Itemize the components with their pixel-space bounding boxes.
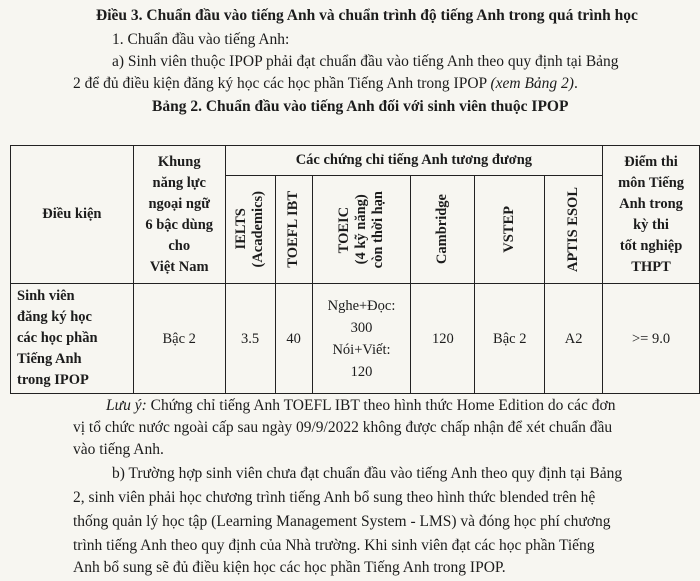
note-line-3: vào tiếng Anh.: [73, 441, 164, 458]
section-1-title: 1. Chuẩn đầu vào tiếng Anh:: [112, 31, 290, 48]
header-toefl: TOEFL IBT: [275, 176, 312, 284]
cell-exam: >= 9.0: [603, 284, 700, 394]
note-label: Lưu ý:: [106, 397, 147, 414]
header-vstep: VSTEP: [475, 176, 545, 284]
cell-cambridge: 120: [411, 284, 475, 394]
note-line-1: Lưu ý: Chứng chỉ tiếng Anh TOEFL IBT theo hình thức Home Edition do các đơn: [106, 397, 616, 414]
cell-vstep: Bậc 2: [475, 284, 545, 394]
para-a-line-2: [73, 74, 578, 94]
para-a-end: .: [573, 75, 578, 92]
para-a-line-1: a) Sinh viên thuộc IPOP phải đạt chuẩn đầu vào tiếng Anh theo quy định tại Bảng: [112, 53, 619, 70]
header-framework: Khung năng lực ngoại ngữ 6 bậc dùng cho Việt Nam: [133, 146, 225, 284]
header-exam-score: Điểm thi môn Tiếng Anh trong kỳ thi tốt nghiệp THPT: [603, 146, 700, 284]
para-a-table-ref: (xem Bảng 2): [490, 75, 574, 92]
cell-ielts: 3.5: [225, 284, 275, 394]
entry-requirements-table: [10, 145, 700, 394]
note-line-2: vị tổ chức nước ngoài cấp sau ngày 09/9/2022 không được chấp nhận để xét chuẩn đầu: [73, 419, 613, 436]
para-b-line-4: trình tiếng Anh theo quy định của Nhà trường. Khi sinh viên đạt các học phần Tiếng: [73, 537, 595, 554]
header-ielts: IELTS (Academics): [225, 176, 275, 284]
para-b-line-5: Anh bổ sung sẽ đủ điều kiện học các học phần Tiếng Anh trong IPOP.: [73, 559, 506, 576]
header-equivalent-certificates: Các chứng chỉ tiếng Anh tương đương: [225, 146, 602, 176]
header-aptis: APTIS ESOL: [545, 176, 603, 284]
para-b-line-3: thống quản lý học tập (Learning Management System - LMS) và đóng học phí chương: [73, 513, 611, 530]
cell-aptis: A2: [545, 284, 603, 394]
header-condition: Điều kiện: [11, 146, 134, 284]
para-a-text: 2 để đủ điều kiện đăng ký học các học phần Tiếng Anh trong IPOP: [73, 75, 487, 92]
para-b-line-2: 2, sinh viên phải học chương trình tiếng Anh bổ sung theo hình thức blended trên hệ: [73, 489, 596, 506]
cell-framework: Bậc 2: [133, 284, 225, 394]
cell-toeic: Nghe+Đọc: 300 Nói+Viết: 120: [312, 284, 411, 394]
article-heading: Điều 3. Chuẩn đầu vào tiếng Anh và chuẩn trình độ tiếng Anh trong quá trình học: [96, 7, 638, 24]
table-row: [11, 284, 700, 394]
header-cambridge: Cambridge: [411, 176, 475, 284]
table-title: Bảng 2. Chuẩn đầu vào tiếng Anh đối với sinh viên thuộc IPOP: [152, 98, 569, 115]
header-toeic: TOEIC (4 kỹ năng) còn thời hạn: [312, 176, 411, 284]
para-b-line-1: b) Trường hợp sinh viên chưa đạt chuẩn đầu vào tiếng Anh theo quy định tại Bảng: [112, 465, 623, 482]
cell-toefl: 40: [275, 284, 312, 394]
cell-condition: Sinh viên đăng ký học các học phần Tiếng Anh trong IPOP: [11, 284, 134, 394]
